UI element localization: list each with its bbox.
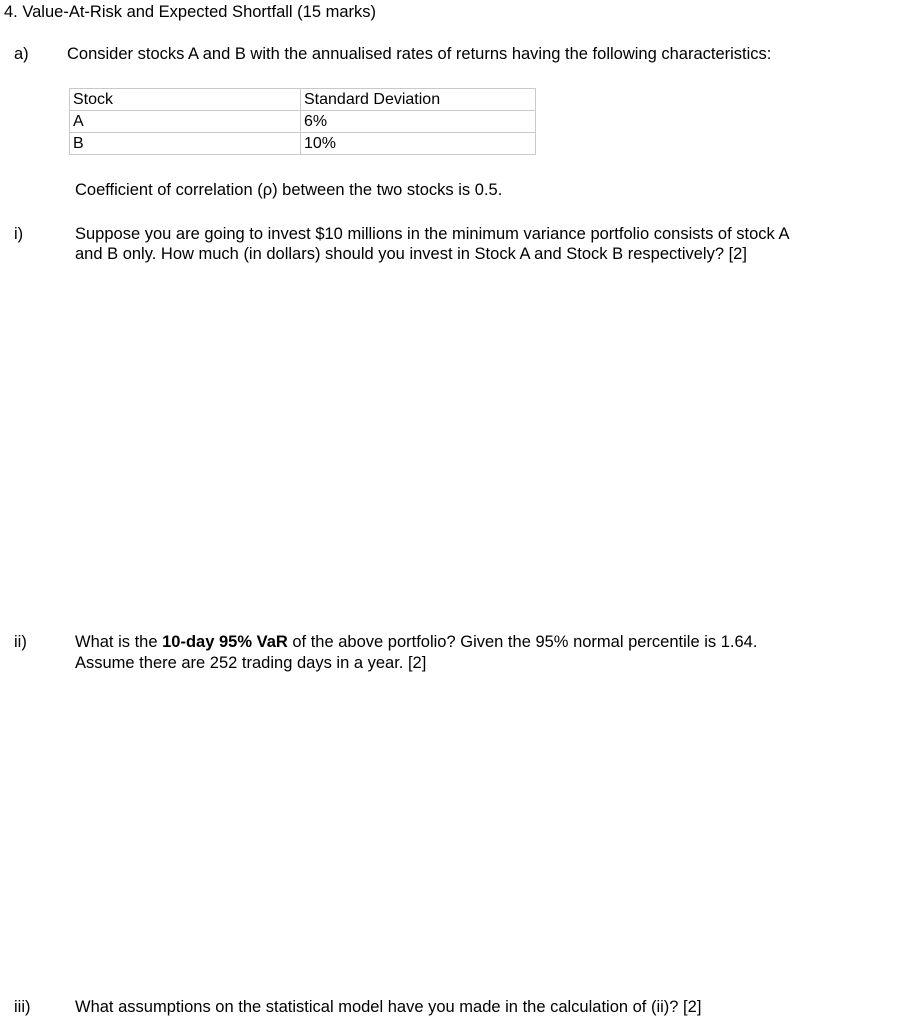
q2-line2: Assume there are 252 trading days in a year. [2] bbox=[75, 654, 427, 672]
q3-label: iii) bbox=[14, 998, 31, 1016]
table-cell: 6% bbox=[301, 111, 536, 133]
table-row bbox=[70, 111, 536, 133]
q2-line1 bbox=[75, 633, 757, 652]
table-header-std-dev: Standard Deviation bbox=[301, 89, 536, 111]
table-header-stock: Stock bbox=[70, 89, 301, 111]
table-cell: 10% bbox=[301, 133, 536, 155]
q2-pre: What is the bbox=[75, 633, 163, 651]
part-a-text: Consider stocks A and B with the annualised rates of returns having the following characteristics: bbox=[67, 45, 772, 63]
table-cell: B bbox=[70, 133, 301, 155]
correlation-text: Coefficient of correlation (ρ) between the two stocks is 0.5. bbox=[75, 181, 503, 199]
table-header-row bbox=[70, 89, 536, 111]
q2-label: ii) bbox=[14, 633, 27, 651]
q2-mid: of the above portfolio? Given the 95% normal percentile is 1.64. bbox=[287, 633, 758, 651]
q2-bold-var: 10-day 95% VaR bbox=[162, 633, 288, 651]
q3-text: What assumptions on the statistical model have you made in the calculation of (ii)? [2] bbox=[75, 998, 702, 1016]
q1-line1: Suppose you are going to invest $10 millions in the minimum variance portfolio consists of stock A bbox=[75, 225, 790, 243]
q1-line2: and B only. How much (in dollars) should you invest in Stock A and Stock B respectively? [2] bbox=[75, 245, 747, 263]
q1-label: i) bbox=[14, 225, 24, 243]
std-dev-table bbox=[69, 88, 536, 155]
part-a-label: a) bbox=[14, 45, 29, 63]
table-cell: A bbox=[70, 111, 301, 133]
question-title: 4. Value-At-Risk and Expected Shortfall (15 marks) bbox=[4, 3, 377, 21]
table-row bbox=[70, 133, 536, 155]
